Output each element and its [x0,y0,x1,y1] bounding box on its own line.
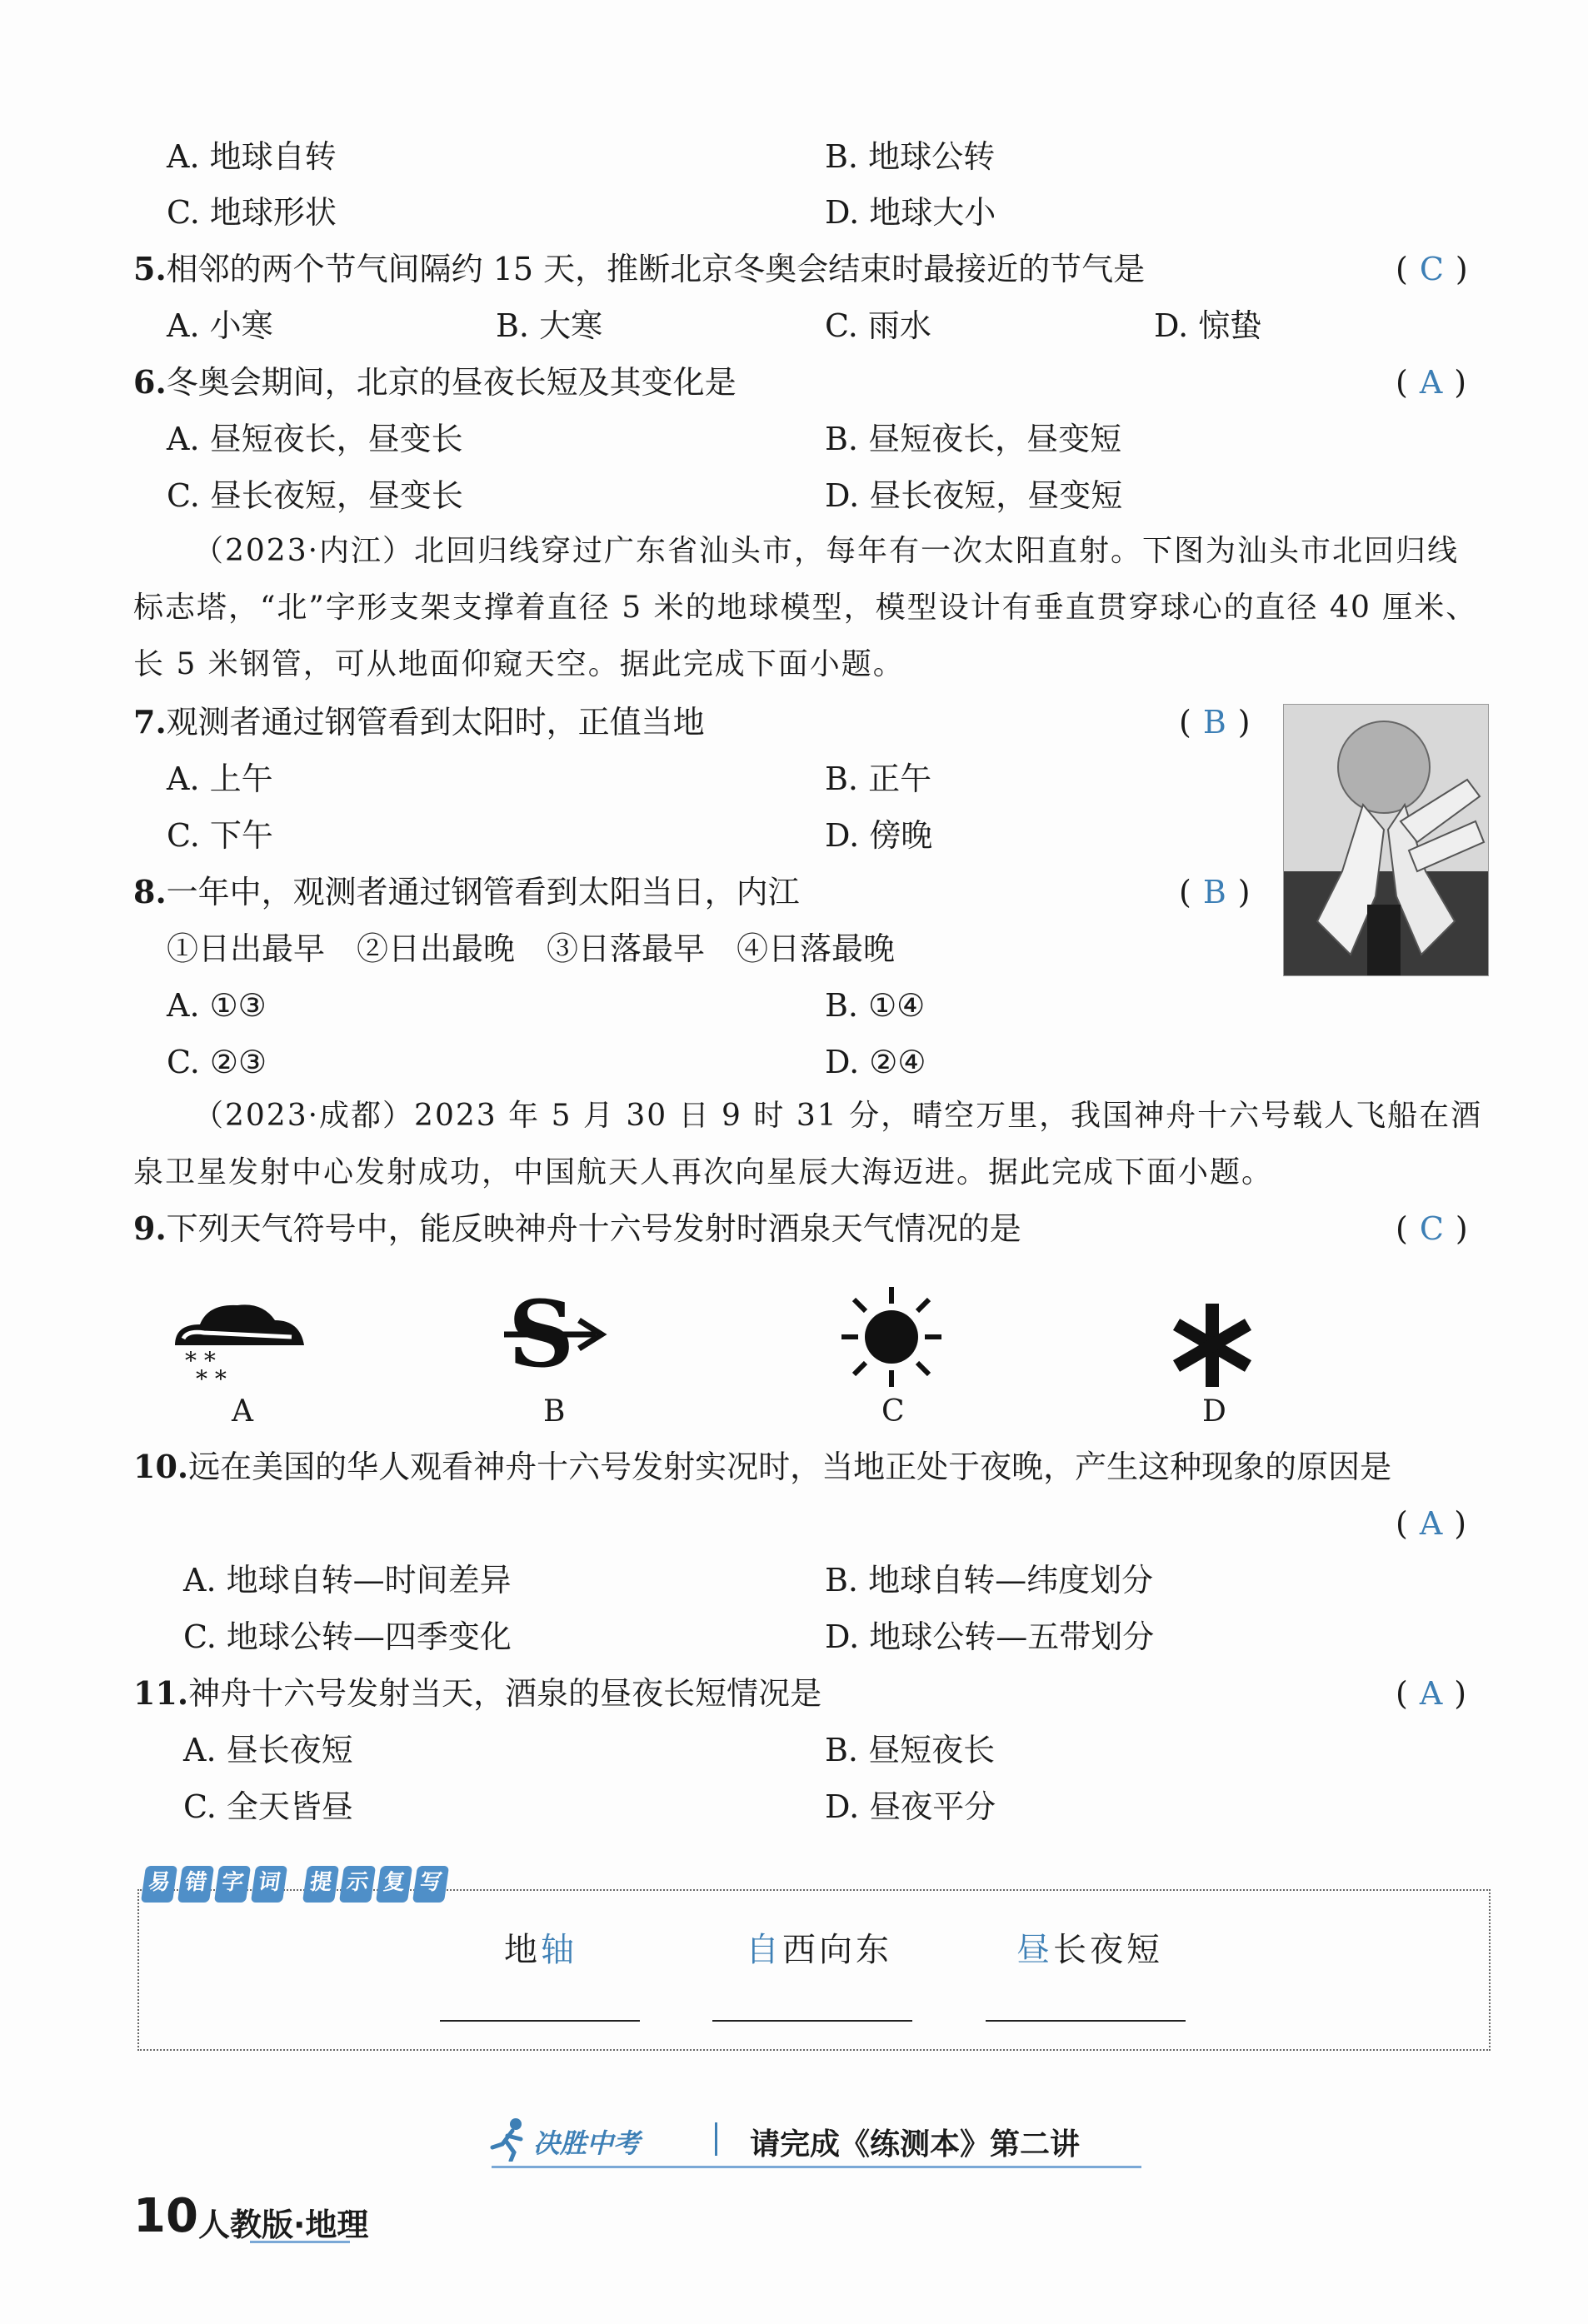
review-word-highlight: 自 [746,1931,782,1969]
svg-text:* *: * * [196,1365,227,1387]
q7-number: 7. [133,703,167,741]
q5-number: 5. [133,250,167,287]
q11-option-d: D. 昼夜平分 [825,1788,996,1825]
q5-stem [133,250,1145,288]
q9-answer: ( C ) [1396,1210,1468,1247]
q8-option-d: D. ②④ [825,1044,926,1080]
q10-stem [133,1448,1391,1486]
q5-option-c: C. 雨水 [825,307,931,344]
q9-stem [133,1209,1021,1248]
q10-option-c: C. 地球公转—四季变化 [183,1618,512,1655]
q9-text: 下列天气符号中，能反映神舟十六号发射时酒泉天气情况的是 [166,1210,1021,1247]
q5-answer-letter: C [1419,251,1444,287]
review-word-highlight: 昼 [1016,1931,1053,1969]
review-blank-1[interactable] [440,2020,640,2022]
q11-answer-letter: A [1419,1675,1443,1712]
q4-option-c: C. 地球形状 [167,194,337,231]
tower-photo [1283,704,1489,976]
q10-number: 10. [133,1448,189,1485]
q7-answer: ( B ) [1179,704,1251,741]
q10-option-a: A. 地球自转—时间差异 [183,1562,512,1598]
q7-option-d: D. 傍晚 [825,817,933,854]
review-title-char: 示 [339,1866,376,1903]
q7-answer-letter: B [1202,704,1226,741]
sandstorm-icon [500,1283,608,1387]
q5-text: 相邻的两个节气间隔约 15 天，推断北京冬奥会结束时最接近的节气是 [166,251,1146,287]
q6-number: 6. [133,363,167,401]
review-word-highlight: 轴 [541,1931,577,1969]
q8-option-b: B. ①④ [825,987,926,1024]
q7-option-b: B. 正午 [825,761,932,797]
q11-text: 神舟十六号发射当天，酒泉的昼夜长短情况是 [188,1675,822,1712]
q10-option-b: B. 地球自转—纬度划分 [825,1562,1154,1598]
sunny-icon [837,1283,946,1391]
q10-option-d: D. 地球公转—五带划分 [825,1618,1155,1655]
edition-underline [250,2241,350,2243]
review-word-3 [1016,1931,1163,1969]
q5-option-b: B. 大寒 [496,307,603,344]
review-title-char: 提 [302,1866,339,1903]
q8-stem [133,873,800,911]
q4-option-d: D. 地球大小 [825,194,996,231]
q7-text: 观测者通过钢管看到太阳时，正值当地 [166,704,705,741]
q6-text: 冬奥会期间，北京的昼夜长短及其变化是 [166,364,737,401]
footer-logo: 决胜中考 [533,2127,641,2159]
review-title-char: 错 [177,1866,214,1903]
q10-answer-letter: A [1419,1505,1443,1542]
q8-option-c: C. ②③ [167,1044,267,1080]
q4-option-b: B. 地球公转 [825,138,996,175]
q5-option-d: D. 惊蛰 [1154,307,1262,344]
review-title-char: 字 [214,1866,251,1903]
q11-option-c: C. 全天皆昼 [183,1788,353,1825]
review-title-char: 词 [251,1866,287,1903]
symbol-label-d: D [1202,1394,1226,1429]
passage-neijiang: （2023·内江）北回归线穿过广东省汕头市，每年有一次太阳直射。下图为汕头市北回归线标志塔，“北”字形支架支撑着直径 5 米的地球模型，模型设计有垂直贯穿球心的直径 40 厘米、长 5 米钢管，可从地面仰窥天空。据此完成下面小题。 [133,534,1478,681]
edition-label: 人教版·地理 [198,2207,369,2243]
review-word-1 [504,1931,577,1969]
q11-number: 11. [133,1674,189,1712]
svg-text:S: S [508,1283,575,1387]
q7-option-a: A. 上午 [167,761,273,797]
symbol-label-c: C [881,1394,905,1429]
q6-stem [133,363,737,401]
q5-answer: ( C ) [1396,251,1468,287]
q11-option-b: B. 昼短夜长 [825,1732,996,1768]
review-box [137,1889,1491,2051]
symbol-label-a: A [232,1394,253,1429]
review-word-plain: 长夜短 [1053,1931,1163,1969]
q6-option-a: A. 昼短夜长，昼变长 [167,421,463,457]
tower-illustration [1284,705,1488,975]
review-word-2 [746,1931,892,1969]
snow-cloud-icon [167,1287,308,1387]
q7-stem [133,703,705,741]
review-blank-2[interactable] [712,2020,912,2022]
footer-instruction: 请完成《练测本》第二讲 [750,2127,1081,2162]
review-word-plain: 西向东 [782,1931,892,1969]
review-title-char: 易 [141,1866,177,1903]
footer-divider [715,2122,717,2156]
q9-number: 9. [133,1209,167,1247]
q11-option-a: A. 昼长夜短 [183,1732,353,1768]
svg-text:* *: * * [185,1347,216,1374]
page-number: 10 [133,2189,198,2243]
q8-answer: ( B ) [1179,874,1251,910]
snow-asterisk-icon [1166,1299,1258,1391]
q5-option-a: A. 小寒 [167,307,273,344]
q8-option-a: A. ①③ [167,987,267,1024]
review-title-char: 写 [412,1866,449,1903]
q8-text: 一年中，观测者通过钢管看到太阳当日，内江 [166,874,800,910]
q8-number: 8. [133,873,167,910]
q8-items: ①日出最早 ②日出最晚 ③日落最早 ④日落最晚 [167,930,896,967]
symbol-label-b: B [543,1394,566,1429]
review-title [143,1866,447,1903]
q8-answer-letter: B [1202,874,1226,910]
q10-answer: ( A ) [1396,1505,1467,1542]
q6-option-d: D. 昼长夜短，昼变短 [825,477,1123,514]
q11-stem [133,1674,821,1713]
q10-text: 远在美国的华人观看神舟十六号发射实况时，当地正处于夜晚，产生这种现象的原因是 [188,1449,1392,1485]
q6-option-c: C. 昼长夜短，昼变长 [167,477,463,514]
footer-underline [492,2166,1141,2168]
q11-answer: ( A ) [1396,1675,1467,1712]
review-title-char: 复 [376,1866,412,1903]
runner-icon [487,2116,529,2162]
q6-answer-letter: A [1419,364,1443,401]
passage-chengdu: （2023·成都）2023 年 5 月 30 日 9 时 31 分，晴空万里，我国神舟十六号载人飞船在酒泉卫星发射中心发射成功，中国航天人再次向星辰大海迈进。据此完成下面小题。 [133,1099,1483,1189]
review-word-plain: 地 [504,1931,541,1969]
q9-answer-letter: C [1419,1210,1444,1247]
q7-option-c: C. 下午 [167,817,273,854]
q6-answer: ( A ) [1396,364,1467,401]
q4-option-a: A. 地球自转 [167,138,337,175]
q6-option-b: B. 昼短夜长，昼变短 [825,421,1122,457]
review-blank-3[interactable] [986,2020,1186,2022]
